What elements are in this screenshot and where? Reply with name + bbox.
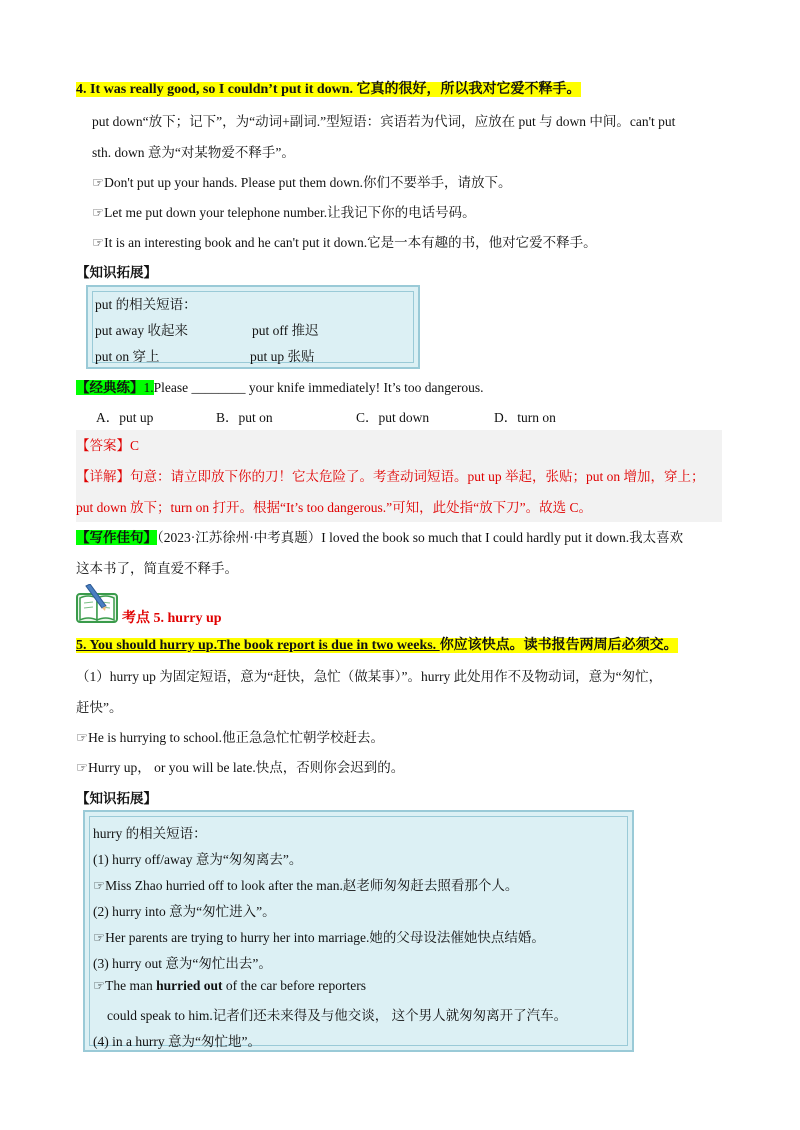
writing-line1: [76, 526, 683, 546]
item4-desc-line1: put down“放下；记下”，为“动词+副词.”型短语：宾语若为代词，应放在 put 与 down 中间。can't put: [92, 114, 676, 129]
ext2-line-5: (3) hurry out 意为“匆忙出去”。: [93, 956, 272, 971]
exercise-tag: 【经典练】: [76, 380, 144, 395]
ext2-last-line: (4) in a hurry 意为“匆忙地”。: [93, 1034, 261, 1049]
option-b: B．put on: [216, 410, 273, 425]
book-pencil-icon: [76, 584, 120, 624]
writing-text: （2023·江苏徐州·中考真题）I loved the book so much that I could hardly put it down.我太喜欢: [157, 530, 684, 545]
item4-desc-line2: sth. down 意为“对某物爱不释手”。: [92, 145, 295, 160]
item4-heading-text: 4. It was really good, so I couldn’t put it down. 它真的很好，所以我对它爱不释手。: [76, 82, 581, 97]
ext1-row1-col1: put away 收起来: [95, 323, 188, 338]
item4-example-2: ☞Let me put down your telephone number.让我记下你的电话号码。: [92, 205, 476, 220]
item5-desc-line1: （1）hurry up 为固定短语，意为“赶快，急忙（做某事）”。hurry 此处用作不及物动词，意为“匆忙，: [76, 669, 663, 684]
ext2-box: [83, 810, 634, 1052]
option-a: A．put up: [96, 410, 154, 425]
ext2-line-2: ☞Miss Zhao hurried off to look after the man.赵老师匆匆赶去照看那个人。: [93, 878, 519, 893]
ext1-row2-col1: put on 穿上: [95, 349, 160, 364]
ext1-box: [86, 285, 420, 369]
ext1-row2-col2: put up 张贴: [250, 349, 315, 364]
exercise-question: Please ________ your knife immediately! It’s too dangerous.: [153, 380, 484, 395]
ext2-label: 【知识拓展】: [76, 791, 157, 806]
ext2-line-1: (1) hurry off/away 意为“匆匆离去”。: [93, 852, 303, 867]
ext2-line-3: (2) hurry into 意为“匆忙进入”。: [93, 904, 276, 919]
answer-text: 【答案】C: [76, 438, 140, 453]
ext1-row1-col2: put off 推迟: [252, 323, 319, 338]
ext2-example-3-line2: could speak to him.记者们还未来得及与他交谈， 这个男人就匆匆离开了汽车。: [107, 1008, 568, 1023]
ext2-box-title: hurry 的相关短语：: [93, 826, 207, 841]
ext1-box-title: put 的相关短语：: [95, 297, 197, 312]
item5-heading-cn: 你应该快点。读书报告两周后必须交。: [439, 638, 678, 653]
ext2-bold-phrase: hurried out: [156, 978, 223, 993]
item5-desc-line2: 赶快”。: [76, 700, 123, 715]
writing-line2: 这本书了，简直爱不释手。: [76, 561, 238, 576]
exercise-line: [76, 376, 484, 396]
writing-tag: 【写作佳句】: [76, 530, 157, 545]
item4-example-3: ☞It is an interesting book and he can't put it down.它是一本有趣的书，他对它爱不释手。: [92, 235, 597, 250]
ext1-label: 【知识拓展】: [76, 265, 157, 280]
detail-line2: put down 放下；turn on 打开。根据“It’s too dangerous.”可知，此处指“放下刀”。故选 C。: [76, 500, 592, 515]
exercise-number: 1.: [143, 380, 154, 395]
option-d: D．turn on: [494, 410, 556, 425]
item5-heading: [76, 634, 678, 654]
option-c: C．put down: [356, 410, 430, 425]
item4-example-1: ☞Don't put up your hands. Please put them down.你们不要举手，请放下。: [92, 175, 512, 190]
point5-title: 考点 5. hurry up: [122, 611, 222, 626]
item4-heading: [76, 78, 581, 98]
item5-heading-en: 5. You should hurry up.The book report is due in two weeks.: [76, 638, 440, 653]
detail-line1: 【详解】句意：请立即放下你的刀！它太危险了。考查动词短语。put up 举起，张贴；put on 增加，穿上；: [76, 469, 705, 484]
item5-example-2: ☞Hurry up， or you will be late.快点，否则你会迟到的。: [76, 760, 405, 775]
item5-example-1: ☞He is hurrying to school.他正急急忙忙朝学校赶去。: [76, 730, 384, 745]
ext2-line-4: ☞Her parents are trying to hurry her into marriage.她的父母设法催她快点结婚。: [93, 930, 545, 945]
ext2-example-3: ☞The man hurried out of the car before reporters: [93, 978, 367, 993]
